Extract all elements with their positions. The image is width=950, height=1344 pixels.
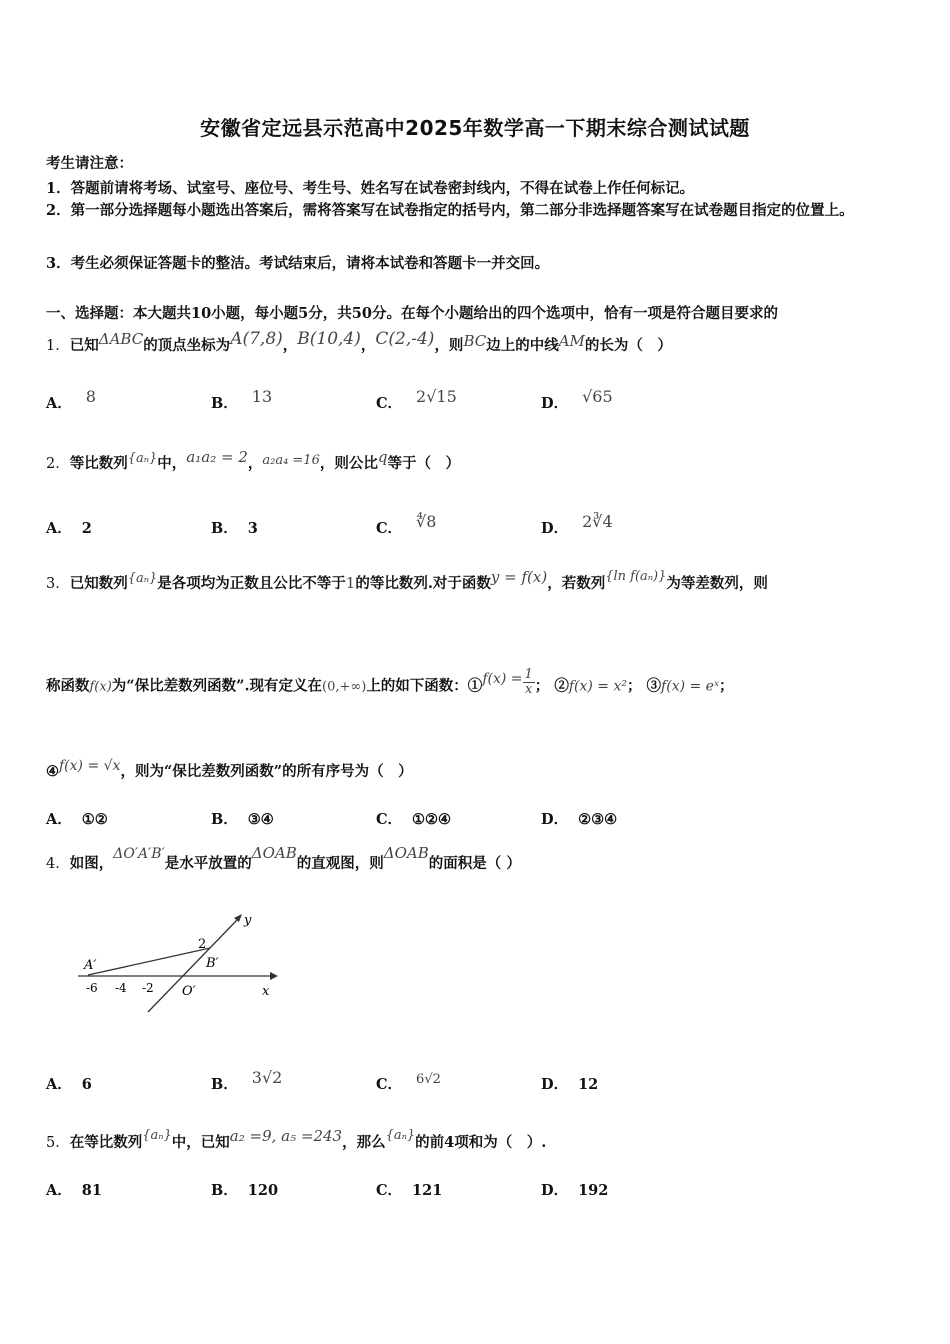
q-text: ；	[718, 677, 734, 695]
q-math: 1	[345, 574, 356, 592]
tick-label-neg2: -2	[142, 981, 154, 995]
q-text: ，则公比	[319, 455, 378, 472]
q-text: 的顶点坐标为	[143, 337, 231, 354]
option-value: 121	[412, 1182, 443, 1199]
option-value: ③④	[247, 811, 274, 828]
q-math: B(10,4)	[297, 329, 361, 349]
option-label: D．	[541, 811, 569, 828]
q1-option-b[interactable]	[211, 387, 273, 413]
option-label: A．	[46, 395, 72, 412]
question-5	[46, 1127, 547, 1152]
q5-option-c[interactable]	[376, 1179, 442, 1200]
q-math: {aₙ}	[142, 1128, 172, 1143]
option-value: √65	[582, 387, 613, 406]
q-math: a₁a₂ = 2	[186, 448, 248, 466]
q-math: a₂ =9, a₅ =243	[229, 1127, 343, 1145]
option-label: B．	[211, 1182, 238, 1199]
q-math: f(x) = x²	[568, 678, 627, 695]
fraction-denominator: x	[524, 682, 533, 697]
option-value: 13	[251, 387, 273, 406]
q-math: f(x)	[89, 679, 112, 695]
q-text: ，	[360, 337, 376, 354]
q-math: ΔOAB	[383, 844, 429, 862]
q-text: 在等比数列	[69, 1134, 143, 1151]
question-2	[46, 448, 460, 473]
notice-heading: 考生请注意：	[46, 155, 133, 172]
question-number: 4．	[46, 856, 70, 872]
option-value: 3√2	[251, 1068, 283, 1087]
tick-label-2: 2	[198, 937, 207, 952]
question-number: 1．	[46, 338, 70, 354]
q-math: ΔABC	[98, 330, 144, 348]
question-4	[46, 844, 521, 873]
option-label: D．	[541, 1076, 569, 1093]
q1-option-d[interactable]	[541, 387, 613, 413]
q-text: 等比数列	[69, 455, 128, 472]
option-value: 2	[81, 520, 92, 537]
option-label: C．	[376, 395, 403, 412]
q-math: {aₙ}	[127, 451, 158, 466]
question-number: 3．	[46, 576, 70, 592]
segment-a-b	[88, 948, 210, 975]
option-value: 12	[578, 1076, 599, 1093]
q2-option-b[interactable]	[211, 517, 258, 538]
fraction	[523, 668, 535, 697]
q-math: {aₙ}	[127, 571, 158, 586]
option-label: C．	[376, 520, 403, 537]
q-text: 称函数	[46, 677, 90, 695]
point-label-b: B′	[206, 956, 219, 971]
x-axis-arrow	[270, 972, 278, 980]
q3-option-b[interactable]	[211, 808, 274, 829]
q4-option-c[interactable]	[376, 1073, 441, 1094]
q-text: 中，	[157, 455, 187, 472]
q-text: 边上的中线	[486, 337, 559, 354]
option-label: A．	[46, 520, 72, 537]
oblique-projection-figure	[70, 905, 290, 1020]
q-text: 等于（ ）	[387, 455, 460, 472]
option-value: 3	[247, 520, 258, 537]
option-label: C．	[376, 811, 403, 828]
tick-label-neg4: -4	[115, 981, 127, 995]
q-text: 的前4项和为（ ）.	[415, 1134, 547, 1151]
q-text: 已知数列	[69, 575, 128, 592]
q-math: ΔO′A′B′	[113, 846, 165, 862]
q2-option-c[interactable]	[376, 512, 437, 538]
option-value: 6√2	[416, 1072, 441, 1087]
notice-item-3: 3．考生必须保证答题卡的整洁。考试结束后，请将本试卷和答题卡一并交回。	[46, 255, 550, 272]
q-text: 如图，	[69, 855, 114, 872]
q3-option-d[interactable]	[541, 808, 617, 829]
q-math: a₂a₄ =16	[262, 453, 320, 468]
q-text: 是各项均为正数且公比不等于	[157, 575, 346, 592]
option-value: 192	[578, 1182, 609, 1199]
option-value: ①②④	[412, 811, 452, 828]
q1-option-a[interactable]	[46, 387, 96, 413]
q1-option-c[interactable]	[376, 387, 457, 413]
q2-option-a[interactable]	[46, 517, 92, 538]
y-axis-arrow	[234, 914, 242, 922]
q-text: 是水平放置的	[164, 855, 252, 872]
q-math: f(x) =	[482, 670, 523, 687]
fraction-numerator: 1	[524, 667, 533, 682]
point-label-o: O′	[182, 984, 196, 999]
option-label: D．	[541, 520, 569, 537]
question-number: 2．	[46, 456, 70, 472]
option-label: B．	[211, 811, 238, 828]
q5-option-b[interactable]	[211, 1179, 278, 1200]
q-text: ，	[282, 337, 298, 354]
q4-option-a[interactable]	[46, 1073, 92, 1094]
q-text: 为等差数列，则	[666, 575, 768, 592]
option-value: ②③④	[578, 811, 618, 828]
q-text: 已知	[69, 337, 99, 354]
q-math: f(x) = √x	[59, 758, 121, 774]
q3-option-a[interactable]	[46, 808, 108, 829]
q5-option-a[interactable]	[46, 1179, 102, 1200]
q4-option-d[interactable]	[541, 1073, 598, 1094]
q-text: ④	[46, 763, 59, 780]
q3-option-c[interactable]	[376, 808, 451, 829]
q-math: (0,+∞)	[322, 679, 367, 695]
q-text: 的直观图，则	[296, 855, 384, 872]
q-math: C(2,-4)	[375, 329, 435, 349]
option-label: A．	[46, 1076, 72, 1093]
section-heading: 一、选择题：本大题共10小题，每小题5分，共50分。在每个小题给出的四个选项中，恰有一项是符合题目要求的	[46, 305, 778, 322]
option-value: 6	[81, 1076, 92, 1093]
question-3-line-2	[46, 667, 734, 701]
q-text: 的等比数列.对于函数	[355, 575, 491, 592]
q-math: y = f(x)	[490, 568, 548, 586]
q-math: f(x) = eˣ	[661, 678, 719, 695]
option-label: B．	[211, 520, 238, 537]
tick-label-neg6: -6	[86, 981, 98, 995]
option-label: B．	[211, 395, 238, 412]
q2-option-d[interactable]	[541, 512, 613, 538]
q-text: 中，已知	[171, 1134, 230, 1151]
option-value: 2√15	[416, 387, 457, 406]
q-text: ，则	[434, 337, 464, 354]
option-label: B．	[211, 1076, 238, 1093]
q-text: 上的如下函数：①	[366, 677, 483, 695]
q-text: ； ②	[534, 677, 569, 695]
question-number: 5．	[46, 1135, 70, 1151]
option-label: D．	[541, 395, 569, 412]
option-label: A．	[46, 1182, 72, 1199]
q5-option-d[interactable]	[541, 1179, 608, 1200]
q-text: 为“保比差数列函数”.现有定义在	[111, 677, 323, 695]
y-axis-label: y	[244, 913, 252, 928]
q-text: ，	[247, 455, 263, 472]
q-text: ，若数列	[547, 575, 606, 592]
page-title: 安徽省定远县示范高中2025年数学高一下期末综合测试试题	[200, 116, 750, 140]
q-text: ，则为“保比差数列函数”的所有序号为（ ）	[120, 763, 413, 780]
option-value: 120	[247, 1182, 279, 1199]
option-value: ①②	[81, 811, 108, 828]
question-3-line-3	[46, 760, 413, 781]
point-label-a: A′	[84, 958, 97, 973]
q-math: ΔOAB	[251, 844, 297, 862]
q-math: q	[377, 448, 388, 466]
question-1	[46, 329, 672, 355]
option-label: C．	[376, 1076, 403, 1093]
option-label: D．	[541, 1182, 569, 1199]
q-text: 的面积是（ ）	[428, 855, 521, 872]
question-3-line-1	[46, 568, 768, 593]
option-value: 8	[85, 387, 96, 406]
option-label: C．	[376, 1182, 403, 1199]
q-math: AM	[558, 332, 585, 350]
x-axis-label: x	[262, 984, 270, 999]
notice-item-2: 2．第一部分选择题每小题选出答案后，需将答案写在试卷指定的括号内，第二部分非选择题答案写在试卷题目指定的位置上。	[46, 202, 854, 219]
q-math: {aₙ}	[385, 1128, 416, 1143]
option-value: 81	[81, 1182, 102, 1199]
q-math: A(7,8)	[230, 329, 283, 349]
q-text: ，那么	[342, 1134, 386, 1151]
notice-item-1: 1．答题前请将考场、试室号、座位号、考生号、姓名写在试卷密封线内，不得在试卷上作任何标记。	[46, 180, 695, 197]
option-value: ∜8	[416, 512, 437, 531]
q-text: ； ③	[626, 677, 662, 695]
q-text: 的长为（ ）	[584, 337, 672, 354]
option-value: 2∛4	[582, 512, 613, 531]
q4-option-b[interactable]	[211, 1068, 283, 1094]
q-math: {ln f(aₙ)}	[605, 569, 667, 584]
option-label: A．	[46, 811, 72, 828]
q-math: BC	[463, 332, 487, 350]
